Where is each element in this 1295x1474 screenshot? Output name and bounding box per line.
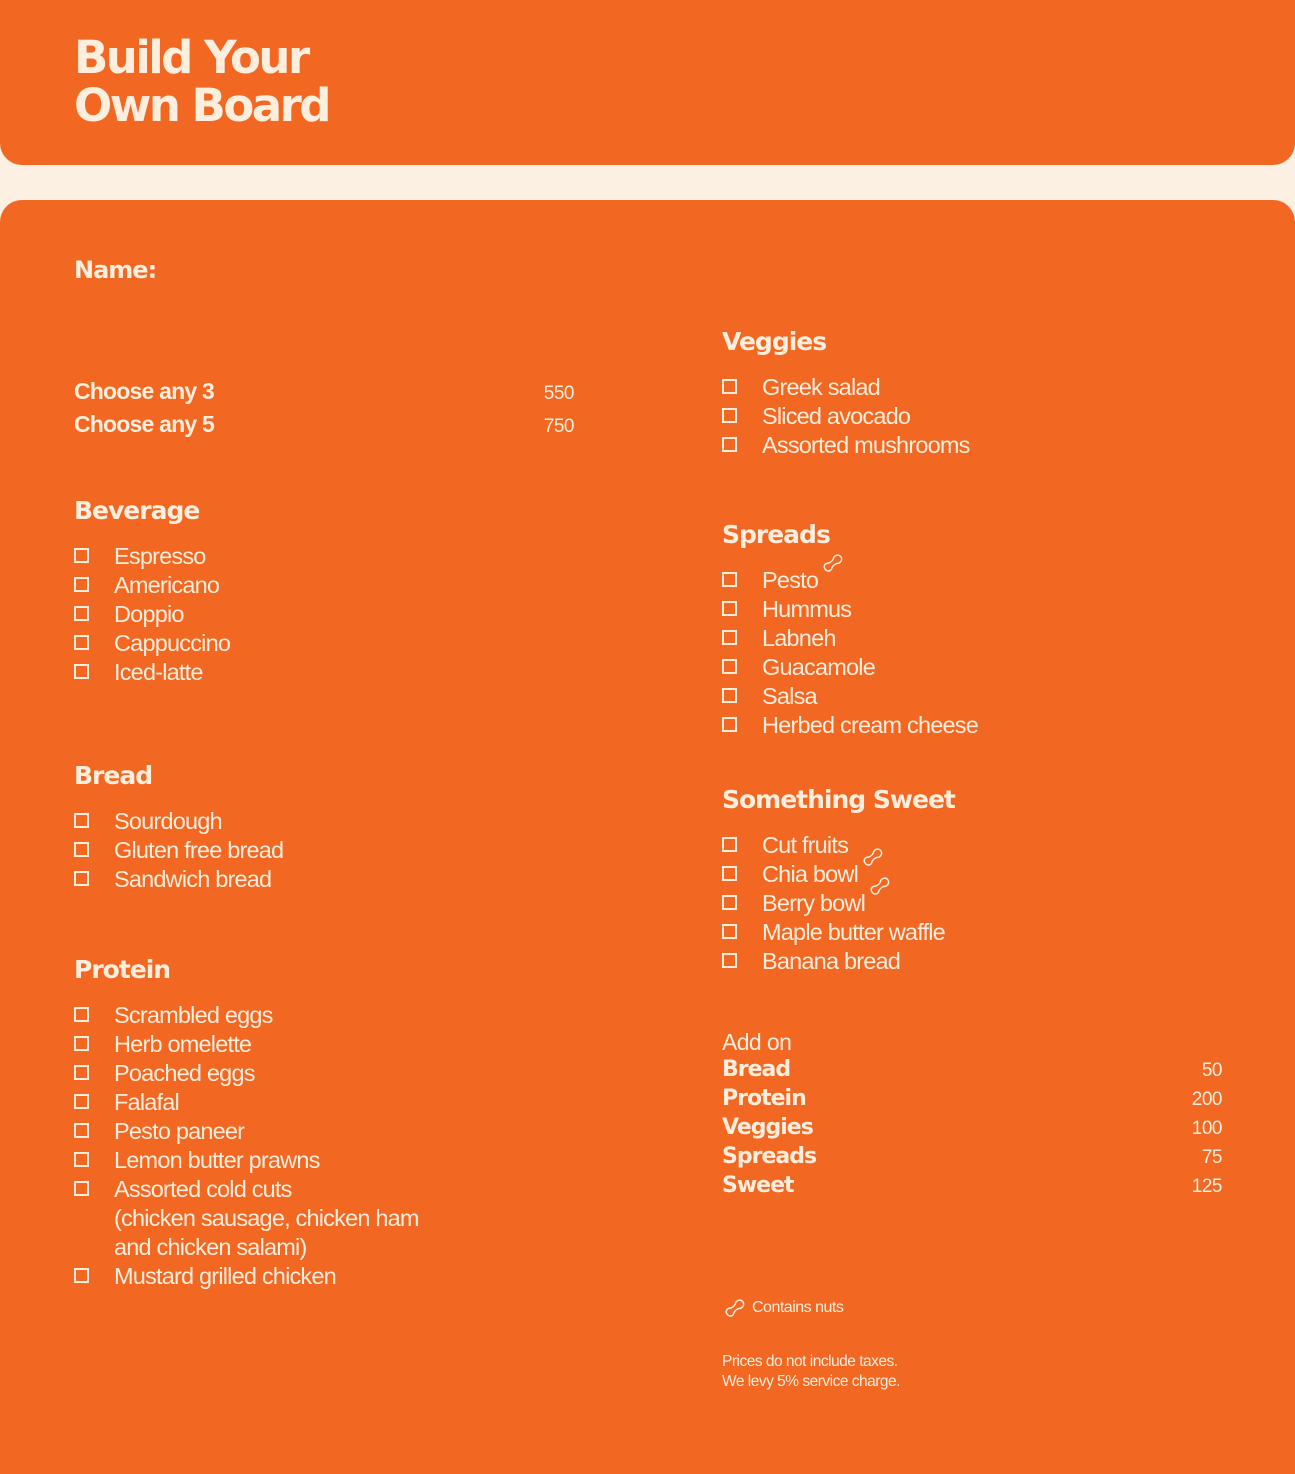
nuts-legend <box>722 1297 843 1319</box>
checkbox[interactable] <box>722 924 737 939</box>
list-item <box>74 658 230 687</box>
price-value: 550 <box>543 383 574 404</box>
price-row <box>74 411 574 444</box>
list-item <box>722 566 978 595</box>
checkbox[interactable] <box>722 953 737 968</box>
item-list <box>722 566 978 740</box>
list-item <box>74 1175 419 1204</box>
item-label: Assorted cold cuts <box>114 1176 292 1202</box>
addon-row <box>722 1173 1222 1202</box>
addon-price: 75 <box>1201 1147 1222 1168</box>
list-item <box>722 431 970 460</box>
item-label: Salsa <box>762 683 817 709</box>
name-label: Name: <box>74 256 157 284</box>
list-item <box>722 711 978 740</box>
item-label: Sliced avocado <box>762 403 911 429</box>
checkbox[interactable] <box>722 659 737 674</box>
addon-price: 125 <box>1191 1176 1222 1197</box>
section-bread <box>74 761 283 894</box>
checkbox[interactable] <box>722 688 737 703</box>
checkbox[interactable] <box>74 1268 89 1283</box>
legend-label: Contains nuts <box>752 1299 844 1316</box>
addon-price: 200 <box>1191 1089 1222 1110</box>
item-label: Greek salad <box>762 374 880 400</box>
checkbox[interactable] <box>74 1007 89 1022</box>
list-item <box>722 595 978 624</box>
addon-label: Sweet <box>722 1173 794 1198</box>
checkbox[interactable] <box>722 837 737 852</box>
checkbox[interactable] <box>74 1094 89 1109</box>
list-item-note <box>74 1204 419 1233</box>
list-item <box>722 682 978 711</box>
addon-row <box>722 1144 1222 1173</box>
item-list <box>722 831 955 976</box>
addon-title: Add on <box>722 1029 792 1055</box>
list-item <box>74 1262 419 1291</box>
list-item <box>74 836 283 865</box>
item-label: Guacamole <box>762 654 875 680</box>
list-item <box>74 865 283 894</box>
checkbox[interactable] <box>722 895 737 910</box>
item-label: Hummus <box>762 596 852 622</box>
checkbox[interactable] <box>74 1123 89 1138</box>
item-label: Berry bowl <box>762 890 866 916</box>
list-item <box>74 1001 419 1030</box>
list-item <box>722 918 955 947</box>
list-item <box>74 571 230 600</box>
item-label: Sourdough <box>114 808 222 834</box>
title-line-1: Build Your <box>74 31 308 84</box>
price-label: Choose any 3 <box>74 378 214 404</box>
peanut-icon <box>722 1297 748 1319</box>
pricing-list <box>74 378 574 444</box>
addon-price: 50 <box>1201 1060 1222 1081</box>
item-label: Doppio <box>114 601 184 627</box>
list-item <box>722 947 955 976</box>
checkbox[interactable] <box>722 437 737 452</box>
list-item <box>74 1088 419 1117</box>
footnote-line: Prices do not include taxes. <box>722 1353 898 1370</box>
item-label: Falafal <box>114 1089 179 1115</box>
checkbox[interactable] <box>74 548 89 563</box>
section-spreads <box>722 520 978 740</box>
item-label: Mustard grilled chicken <box>114 1263 336 1289</box>
section-title: Beverage <box>74 496 200 525</box>
checkbox[interactable] <box>74 1065 89 1080</box>
item-list <box>74 1001 419 1291</box>
item-list <box>722 373 970 460</box>
list-item <box>74 1030 419 1059</box>
list-item <box>722 831 955 860</box>
addon-price: 100 <box>1191 1118 1222 1139</box>
item-label: Poached eggs <box>114 1060 255 1086</box>
list-item <box>722 889 955 918</box>
list-item <box>74 1146 419 1175</box>
checkbox[interactable] <box>74 813 89 828</box>
addon-label: Spreads <box>722 1144 817 1169</box>
peanut-icon <box>820 552 846 574</box>
footnote-line: We levy 5% service charge. <box>722 1373 900 1390</box>
checkbox[interactable] <box>74 606 89 621</box>
checkbox[interactable] <box>722 630 737 645</box>
checkbox[interactable] <box>722 717 737 732</box>
item-label: Iced-latte <box>114 659 203 685</box>
item-note: and chicken salami) <box>114 1234 307 1260</box>
item-label: Herbed cream cheese <box>762 712 979 738</box>
checkbox[interactable] <box>74 664 89 679</box>
section-something-sweet <box>722 785 955 976</box>
list-item-note <box>74 1233 419 1262</box>
price-label: Choose any 5 <box>74 411 214 437</box>
price-row <box>74 378 574 411</box>
item-label: Sandwich bread <box>114 866 272 892</box>
checkbox[interactable] <box>722 408 737 423</box>
item-list <box>74 807 283 894</box>
item-label: Gluten free bread <box>114 837 284 863</box>
list-item <box>722 624 978 653</box>
item-label: Scrambled eggs <box>114 1002 273 1028</box>
section-title: Veggies <box>722 327 827 356</box>
item-label: Americano <box>114 572 220 598</box>
item-label: Herb omelette <box>114 1031 252 1057</box>
list-item <box>74 542 230 571</box>
addon-row <box>722 1115 1222 1144</box>
checkbox[interactable] <box>74 1036 89 1051</box>
checkbox[interactable] <box>74 871 89 886</box>
price-value: 750 <box>543 416 574 437</box>
list-item <box>722 402 970 431</box>
checkbox[interactable] <box>74 577 89 592</box>
checkbox[interactable] <box>74 1181 89 1196</box>
list-item <box>722 373 970 402</box>
addon-row <box>722 1057 1222 1086</box>
peanut-icon <box>867 875 893 897</box>
item-label: Chia bowl <box>762 861 858 887</box>
section-title: Something Sweet <box>722 785 955 814</box>
list-item <box>74 629 230 658</box>
list-item <box>722 653 978 682</box>
addon-label: Protein <box>722 1086 806 1111</box>
checkbox[interactable] <box>722 866 737 881</box>
list-item <box>74 1117 419 1146</box>
list-item <box>74 1059 419 1088</box>
checkbox[interactable] <box>722 379 737 394</box>
item-label: Labneh <box>762 625 836 651</box>
section-beverage <box>74 496 230 687</box>
item-note: (chicken sausage, chicken ham <box>114 1205 419 1231</box>
item-label: Cappuccino <box>114 630 231 656</box>
section-title: Bread <box>74 761 153 790</box>
section-veggies <box>722 327 970 460</box>
section-title: Protein <box>74 955 171 984</box>
page-title <box>74 31 330 132</box>
item-label: Maple butter waffle <box>762 919 945 945</box>
item-label: Banana bread <box>762 948 901 974</box>
item-label: Pesto <box>762 567 819 593</box>
title-line-2: Own Board <box>74 79 330 132</box>
list-item <box>74 600 230 629</box>
footnote <box>722 1352 900 1392</box>
item-label: Assorted mushrooms <box>762 432 970 458</box>
item-label: Espresso <box>114 543 206 569</box>
addon-row <box>722 1086 1222 1115</box>
item-list <box>74 542 230 687</box>
addon-label: Bread <box>722 1057 791 1082</box>
item-label: Cut fruits <box>762 832 849 858</box>
checkbox[interactable] <box>74 1152 89 1167</box>
section-protein <box>74 955 419 1291</box>
peanut-icon <box>860 846 886 868</box>
checkbox[interactable] <box>722 572 737 587</box>
checkbox[interactable] <box>722 601 737 616</box>
section-title: Spreads <box>722 520 830 549</box>
list-item <box>74 807 283 836</box>
list-item <box>722 860 955 889</box>
item-label: Pesto paneer <box>114 1118 245 1144</box>
addon-list <box>722 1028 1222 1202</box>
item-label: Lemon butter prawns <box>114 1147 320 1173</box>
addon-label: Veggies <box>722 1115 813 1140</box>
checkbox[interactable] <box>74 842 89 857</box>
checkbox[interactable] <box>74 635 89 650</box>
